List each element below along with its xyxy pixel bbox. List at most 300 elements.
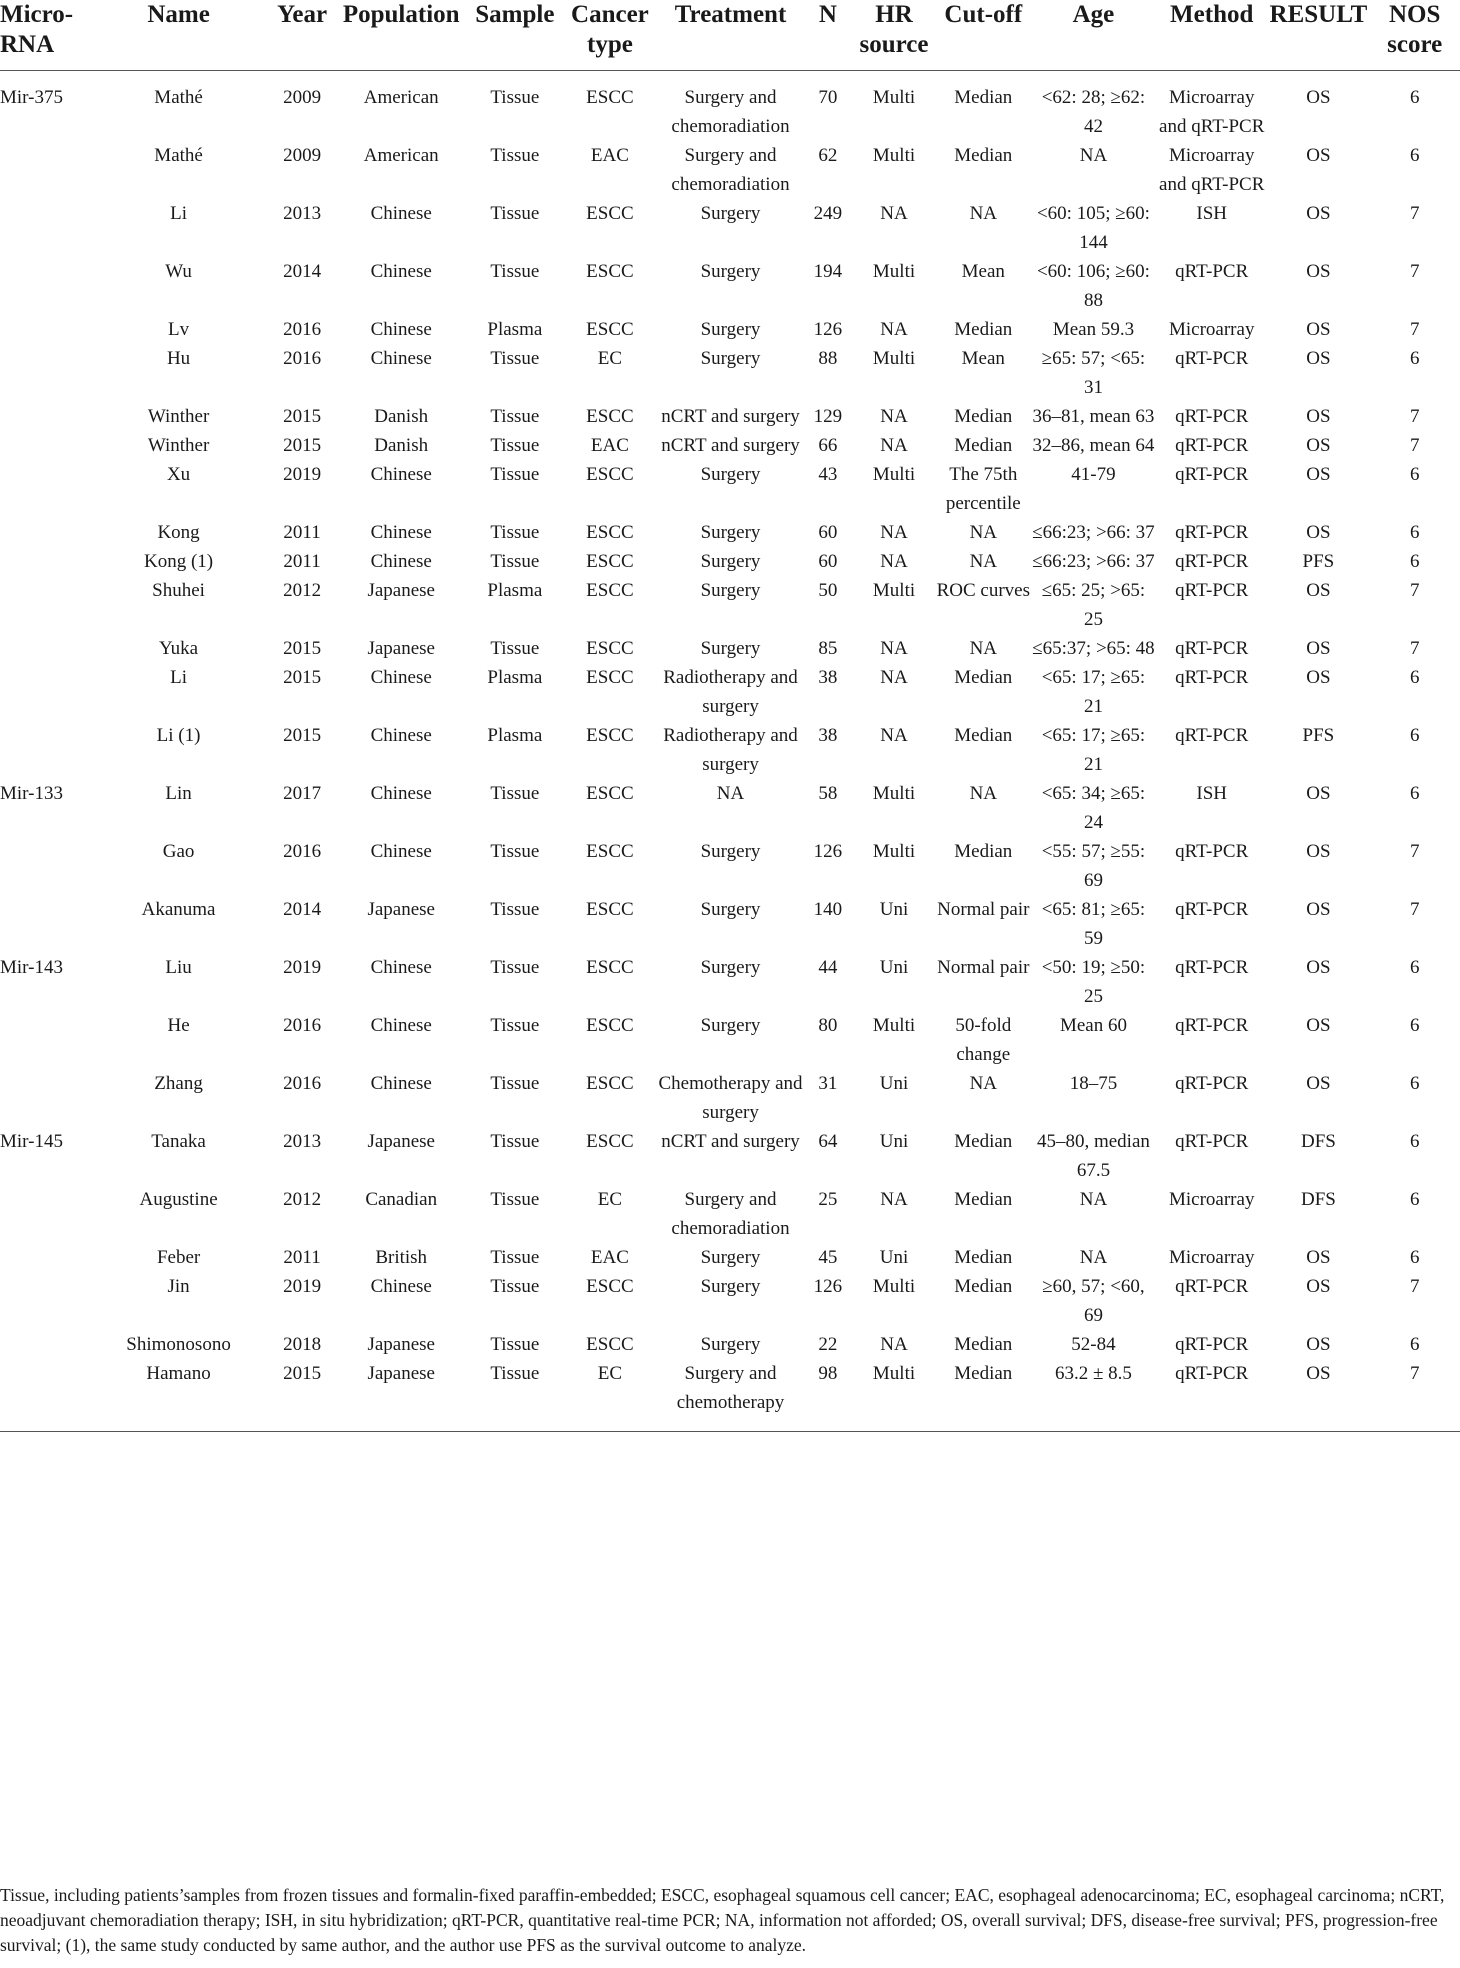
table-cell: Multi	[872, 87, 916, 108]
table-cell: 7	[1409, 406, 1420, 427]
table-cell: Tissue	[490, 1073, 540, 1094]
table-row	[0, 431, 1460, 460]
table-cell: ESCC	[586, 783, 634, 804]
table-cell: nCRT and surgery	[661, 406, 800, 427]
table-cell: EC	[597, 1189, 623, 1210]
table-cell: Mean 60	[1059, 1015, 1127, 1036]
table-cell: Tissue	[490, 1189, 540, 1210]
column-header: Method	[1170, 1, 1254, 28]
table-cell: OS	[1306, 1073, 1331, 1094]
table-cell: Tissue	[490, 1131, 540, 1152]
column-header: Sample	[475, 1, 555, 28]
table-cell: 6	[1409, 522, 1420, 543]
table-cell: OS	[1306, 145, 1331, 166]
table-body	[0, 71, 1460, 1432]
table-cell: Multi	[872, 145, 916, 166]
table-cell: ESCC	[586, 522, 634, 543]
table-cell	[0, 315, 88, 344]
table-cell: Multi	[872, 1015, 916, 1036]
table-cell: Japanese	[367, 899, 435, 920]
table-row	[0, 953, 1460, 1011]
table-cell: NA	[880, 406, 908, 427]
table-cell: Tissue	[490, 1247, 540, 1268]
table-cell: Chinese	[370, 725, 432, 746]
table-cell: OS	[1306, 841, 1331, 862]
table-cell: Jin	[167, 1276, 190, 1297]
table-cell: NA	[880, 551, 908, 572]
table-cell: 22	[818, 1334, 838, 1355]
table-cell: OS	[1306, 1363, 1331, 1384]
table-cell: 50-fold change	[955, 1015, 1012, 1065]
table-cell: Uni	[879, 1131, 909, 1152]
table-cell	[0, 1185, 88, 1243]
table-cell: Japanese	[367, 1363, 435, 1384]
table-cell: Japanese	[367, 1334, 435, 1355]
table-cell: Mean	[961, 261, 1005, 282]
table-cell: NA	[969, 203, 998, 224]
table-cell: <65: 17; ≥65: 21	[1041, 725, 1146, 775]
table-cell: Surgery	[700, 261, 761, 282]
table-cell: OS	[1306, 667, 1331, 688]
table-cell: 126	[813, 319, 843, 340]
table-cell: OS	[1306, 957, 1331, 978]
table-cell: Canadian	[365, 1189, 438, 1210]
table-cell: Tissue	[490, 783, 540, 804]
table-row	[0, 1272, 1460, 1330]
table-cell: qRT-PCR	[1175, 638, 1249, 659]
table-cell: <62: 28; ≥62: 42	[1041, 87, 1146, 137]
table-cell: 2012	[283, 580, 322, 601]
table-cell: 7	[1409, 1276, 1420, 1297]
table-cell: Hamano	[146, 1363, 211, 1384]
table-cell: OS	[1306, 638, 1331, 659]
table-cell: Surgery and chemoradiation	[671, 145, 790, 195]
table-cell: OS	[1306, 406, 1331, 427]
table-cell: NA	[1079, 145, 1108, 166]
table-cell: Uni	[879, 1247, 909, 1268]
table-cell: 7	[1409, 580, 1420, 601]
table-cell: 38	[818, 667, 838, 688]
table-cell: 50	[818, 580, 838, 601]
table-row	[0, 547, 1460, 576]
table-cell: qRT-PCR	[1175, 1334, 1249, 1355]
table-cell: Shimonosono	[126, 1334, 231, 1355]
table-cell: ESCC	[586, 899, 634, 920]
table-cell: 2009	[283, 87, 322, 108]
table-cell: Chinese	[370, 957, 432, 978]
table-cell: Normal pair	[937, 957, 1030, 978]
table-cell: Gao	[162, 841, 195, 862]
table-cell: Plasma	[487, 319, 543, 340]
table-cell: <50: 19; ≥50: 25	[1041, 957, 1146, 1007]
table-cell: Median	[954, 87, 1013, 108]
table-cell: 2019	[283, 1276, 322, 1297]
table-cell: qRT-PCR	[1175, 348, 1249, 369]
table-cell: <60: 105; ≥60: 144	[1036, 203, 1150, 253]
table-cell: Augustine	[139, 1189, 218, 1210]
table-cell: Xu	[166, 464, 191, 485]
table-cell	[0, 1330, 88, 1359]
table-cell: ESCC	[586, 1334, 634, 1355]
table-cell: 6	[1409, 87, 1420, 108]
column-header: Population	[342, 1, 460, 28]
column-header: NOS score	[1387, 1, 1443, 58]
table-cell: Zhang	[154, 1073, 203, 1094]
table-cell: OS	[1306, 1247, 1331, 1268]
table-cell: 2013	[283, 203, 322, 224]
table-cell: Tissue	[490, 841, 540, 862]
table-cell: 43	[818, 464, 838, 485]
table-cell: DFS	[1300, 1189, 1336, 1210]
table-cell: Multi	[872, 841, 916, 862]
table-cell: OS	[1306, 464, 1331, 485]
table-cell: 2011	[283, 522, 321, 543]
table-cell: Tissue	[490, 435, 540, 456]
table-cell: qRT-PCR	[1175, 1073, 1249, 1094]
table-cell: NA	[880, 522, 908, 543]
table-cell: 25	[818, 1189, 838, 1210]
table-cell	[0, 1011, 88, 1069]
table-cell: qRT-PCR	[1175, 667, 1249, 688]
table-cell: Mir-375	[0, 87, 63, 108]
table-footnote: Tissue, including patients’samples from frozen tissues and formalin-fixed paraffin-embedded; ESCC, esophageal squamous cell cancer; EAC, esophageal adenocarcinoma; EC, esophageal carcinoma; nCRT, neoadjuvant chemoradiation therapy; ISH, in situ hybridization; qRT-PCR, quantitative real-time PCR; NA, information not afforded; OS, overall survival; DFS, disease-free survival; PFS, progression-free survival; (1), the same study conducted by same author, and the author use PFS as the survival outcome to analyze.	[0, 1885, 1445, 1955]
table-cell: Surgery	[700, 1247, 761, 1268]
table-cell: qRT-PCR	[1175, 1363, 1249, 1384]
table-cell	[0, 547, 88, 576]
column-header: Cut-off	[944, 1, 1023, 28]
table-cell: 6	[1409, 725, 1420, 746]
table-cell: 31	[818, 1073, 838, 1094]
table-cell: Akanuma	[141, 899, 216, 920]
table-cell: Normal pair	[937, 899, 1030, 920]
table-cell: 70	[818, 87, 838, 108]
table-cell: 2019	[283, 464, 322, 485]
table-cell: 129	[813, 406, 843, 427]
table-cell: 6	[1409, 957, 1420, 978]
table-cell: Winther	[147, 406, 210, 427]
table-cell: 63.2 ± 8.5	[1054, 1363, 1132, 1384]
table-cell	[0, 199, 88, 257]
table-cell: 6	[1409, 1189, 1420, 1210]
column-header: HR source	[859, 1, 929, 58]
table-cell: OS	[1306, 261, 1331, 282]
column-header: Name	[147, 1, 210, 28]
table-cell: qRT-PCR	[1175, 435, 1249, 456]
table-cell: Danish	[374, 406, 429, 427]
table-cell: Li	[170, 203, 188, 224]
table-cell: 98	[818, 1363, 838, 1384]
table-cell	[0, 141, 88, 199]
table-cell: Plasma	[487, 725, 543, 746]
table-cell: OS	[1306, 522, 1331, 543]
column-header: Age	[1072, 1, 1115, 28]
table-row	[0, 634, 1460, 663]
table-cell: ESCC	[586, 203, 634, 224]
table-cell: Tissue	[490, 1363, 540, 1384]
table-cell: OS	[1306, 783, 1331, 804]
table-cell: 2015	[283, 667, 322, 688]
table-cell: 62	[818, 145, 838, 166]
table-cell: Kong (1)	[144, 551, 214, 572]
table-cell: 194	[813, 261, 843, 282]
table-cell: qRT-PCR	[1175, 957, 1249, 978]
table-cell: Surgery and chemoradiation	[671, 87, 790, 137]
table-cell: 6	[1409, 1073, 1420, 1094]
table-cell: Chinese	[370, 261, 432, 282]
table-cell: 2015	[283, 406, 322, 427]
table-cell: 6	[1409, 1131, 1420, 1152]
table-cell: 45–80, median 67.5	[1036, 1131, 1150, 1181]
table-cell: Mathé	[154, 145, 203, 166]
table-cell: Surgery	[700, 899, 761, 920]
table-cell: Tissue	[490, 638, 540, 659]
table-row	[0, 460, 1460, 518]
table-cell: 249	[813, 203, 843, 224]
table-cell: ESCC	[586, 1131, 634, 1152]
table-row	[0, 576, 1460, 634]
table-cell: Multi	[872, 783, 916, 804]
table-cell: EC	[597, 348, 623, 369]
table-cell: 126	[813, 841, 843, 862]
table-row	[0, 315, 1460, 344]
table-cell: Kong	[157, 522, 200, 543]
table-cell: 18–75	[1069, 1073, 1118, 1094]
table-cell: 2018	[283, 1334, 322, 1355]
table-cell: PFS	[1302, 725, 1335, 746]
table-row	[0, 895, 1460, 953]
table-cell: Median	[954, 435, 1013, 456]
table-cell: 2014	[283, 899, 322, 920]
table-cell: Surgery	[700, 841, 761, 862]
table-row	[0, 257, 1460, 315]
table-cell: 2016	[283, 348, 322, 369]
table-cell: 6	[1409, 1247, 1420, 1268]
table-cell: Median	[954, 667, 1013, 688]
table-cell: 7	[1409, 261, 1420, 282]
table-cell: 2016	[283, 1015, 322, 1036]
column-header: Treatment	[674, 1, 787, 28]
table-cell: ESCC	[586, 841, 634, 862]
table-cell: Li	[170, 667, 188, 688]
table-cell: Lin	[165, 783, 192, 804]
table-cell: 2017	[283, 783, 322, 804]
table-cell: Surgery	[700, 319, 761, 340]
table-cell: 6	[1409, 1015, 1420, 1036]
table-cell: OS	[1306, 435, 1331, 456]
table-cell: NA	[969, 522, 998, 543]
table-cell: Median	[954, 1334, 1013, 1355]
table-cell: OS	[1306, 203, 1331, 224]
table-cell: Plasma	[487, 667, 543, 688]
table-cell: Median	[954, 1363, 1013, 1384]
table-cell: OS	[1306, 1334, 1331, 1355]
table-cell: Multi	[872, 261, 916, 282]
table-cell: qRT-PCR	[1175, 580, 1249, 601]
table-cell: 2011	[283, 1247, 321, 1268]
table-cell: 2012	[283, 1189, 322, 1210]
table-cell: 140	[813, 899, 843, 920]
table-cell: ESCC	[586, 638, 634, 659]
table-row	[0, 837, 1460, 895]
table-cell: 2015	[283, 638, 322, 659]
table-cell: Japanese	[367, 580, 435, 601]
table-cell: 58	[818, 783, 838, 804]
table-cell: He	[167, 1015, 190, 1036]
table-cell: <55: 57; ≥55: 69	[1041, 841, 1146, 891]
table-cell: qRT-PCR	[1175, 841, 1249, 862]
table-cell: Tissue	[490, 551, 540, 572]
table-cell: NA	[880, 435, 908, 456]
table-cell: Surgery	[700, 638, 761, 659]
table-cell: 85	[818, 638, 838, 659]
table-cell: NA	[880, 1334, 908, 1355]
table-cell: 7	[1409, 1363, 1420, 1384]
table-cell: Microarray	[1168, 319, 1255, 340]
table-cell	[0, 460, 88, 518]
table-cell: NA	[716, 783, 745, 804]
table-cell: Surgery	[700, 580, 761, 601]
table-cell: ESCC	[586, 464, 634, 485]
table-cell: Median	[954, 725, 1013, 746]
table-cell: Radiotherapy and surgery	[663, 667, 798, 717]
table-cell: Plasma	[487, 580, 543, 601]
table-cell: ESCC	[586, 725, 634, 746]
table-cell: Uni	[879, 957, 909, 978]
table-cell: 6	[1409, 145, 1420, 166]
table-cell: ESCC	[586, 87, 634, 108]
table-cell: NA	[969, 783, 998, 804]
table-cell: 6	[1409, 667, 1420, 688]
table-cell: Surgery	[700, 957, 761, 978]
table-cell: Tissue	[490, 1334, 540, 1355]
table-cell: 6	[1409, 1334, 1420, 1355]
table-cell: 2015	[283, 435, 322, 456]
table-cell: nCRT and surgery	[661, 435, 800, 456]
table-cell: Uni	[879, 1073, 909, 1094]
table-cell: Tissue	[490, 145, 540, 166]
header-row	[0, 0, 1460, 71]
table-cell: Tanaka	[151, 1131, 206, 1152]
table-cell: NA	[969, 551, 998, 572]
table-cell: Chinese	[370, 1073, 432, 1094]
table-cell	[0, 431, 88, 460]
table-cell: Tissue	[490, 522, 540, 543]
table-cell: NA	[880, 667, 908, 688]
table-cell: OS	[1306, 87, 1331, 108]
table-cell: Multi	[872, 1363, 916, 1384]
table-cell	[0, 837, 88, 895]
table-cell: 2016	[283, 1073, 322, 1094]
table-cell: ESCC	[586, 667, 634, 688]
table-cell: <65: 34; ≥65: 24	[1041, 783, 1146, 833]
table-cell: 7	[1409, 841, 1420, 862]
table-cell: Tissue	[490, 406, 540, 427]
table-cell: Chinese	[370, 1015, 432, 1036]
table-cell: 41-79	[1071, 464, 1116, 485]
table-cell: OS	[1306, 1276, 1331, 1297]
table-cell: qRT-PCR	[1175, 522, 1249, 543]
table-cell: 88	[818, 348, 838, 369]
table-cell	[0, 257, 88, 315]
table-cell: Mir-145	[0, 1131, 63, 1152]
table-cell: 52-84	[1071, 1334, 1116, 1355]
table-cell: Surgery and chemotherapy	[676, 1363, 785, 1413]
table-cell: British	[375, 1247, 428, 1268]
table-cell: OS	[1306, 899, 1331, 920]
table-cell: American	[363, 87, 439, 108]
table-cell: ROC curves	[936, 580, 1030, 601]
table-cell: Chinese	[370, 551, 432, 572]
table-cell: Japanese	[367, 1131, 435, 1152]
table-row	[0, 141, 1460, 199]
table-cell: NA	[969, 1073, 998, 1094]
table-cell: Microarray and qRT-PCR	[1159, 145, 1265, 195]
table-cell: 32–86, mean 64	[1032, 435, 1155, 456]
table-cell: DFS	[1300, 1131, 1336, 1152]
table-cell: Multi	[872, 348, 916, 369]
column-header: Year	[277, 1, 328, 28]
table-row	[0, 1330, 1460, 1359]
table-cell: Surgery	[700, 522, 761, 543]
table-cell: Median	[954, 841, 1013, 862]
table-cell	[0, 344, 88, 402]
table-cell: 2013	[283, 1131, 322, 1152]
table-cell: 80	[818, 1015, 838, 1036]
column-header: Cancer type	[571, 1, 649, 58]
table-cell: 7	[1409, 203, 1420, 224]
table-cell: Chinese	[370, 522, 432, 543]
table-cell: qRT-PCR	[1175, 551, 1249, 572]
table-cell: Mir-143	[0, 957, 63, 978]
table-cell: ≤65:37; >65: 48	[1032, 638, 1155, 659]
table-cell: ≤65: 25; >65: 25	[1041, 580, 1146, 630]
table-cell: nCRT and surgery	[661, 1131, 800, 1152]
table-cell: Li (1)	[156, 725, 201, 746]
table-cell: 7	[1409, 638, 1420, 659]
table-cell: 7	[1409, 319, 1420, 340]
table-cell	[0, 663, 88, 721]
table-cell: Chinese	[370, 464, 432, 485]
table-cell: Microarray	[1168, 1189, 1255, 1210]
table-cell: Liu	[165, 957, 192, 978]
table-cell: EAC	[590, 435, 629, 456]
table-cell: 60	[818, 522, 838, 543]
table-cell: Tissue	[490, 348, 540, 369]
table-cell: 2011	[283, 551, 321, 572]
table-cell: ≤66:23; >66: 37	[1032, 551, 1155, 572]
table-cell	[0, 1069, 88, 1127]
table-cell: OS	[1306, 1015, 1331, 1036]
table-cell: 2016	[283, 319, 322, 340]
table-cell: Chinese	[370, 783, 432, 804]
table-row	[0, 402, 1460, 431]
table-cell: qRT-PCR	[1175, 1131, 1249, 1152]
table-cell: 6	[1409, 783, 1420, 804]
table-cell: qRT-PCR	[1175, 899, 1249, 920]
table-cell: ISH	[1196, 203, 1228, 224]
table-cell: Yuka	[159, 638, 199, 659]
table-row	[0, 663, 1460, 721]
table-cell: Tissue	[490, 203, 540, 224]
table-cell: Chinese	[370, 348, 432, 369]
table-cell: 45	[818, 1247, 838, 1268]
table-cell: OS	[1306, 580, 1331, 601]
table-cell: 38	[818, 725, 838, 746]
table-cell: ≥60, 57; <60, 69	[1042, 1276, 1145, 1326]
table-cell: 66	[818, 435, 838, 456]
table-cell: Danish	[374, 435, 429, 456]
table-cell: Chinese	[370, 319, 432, 340]
